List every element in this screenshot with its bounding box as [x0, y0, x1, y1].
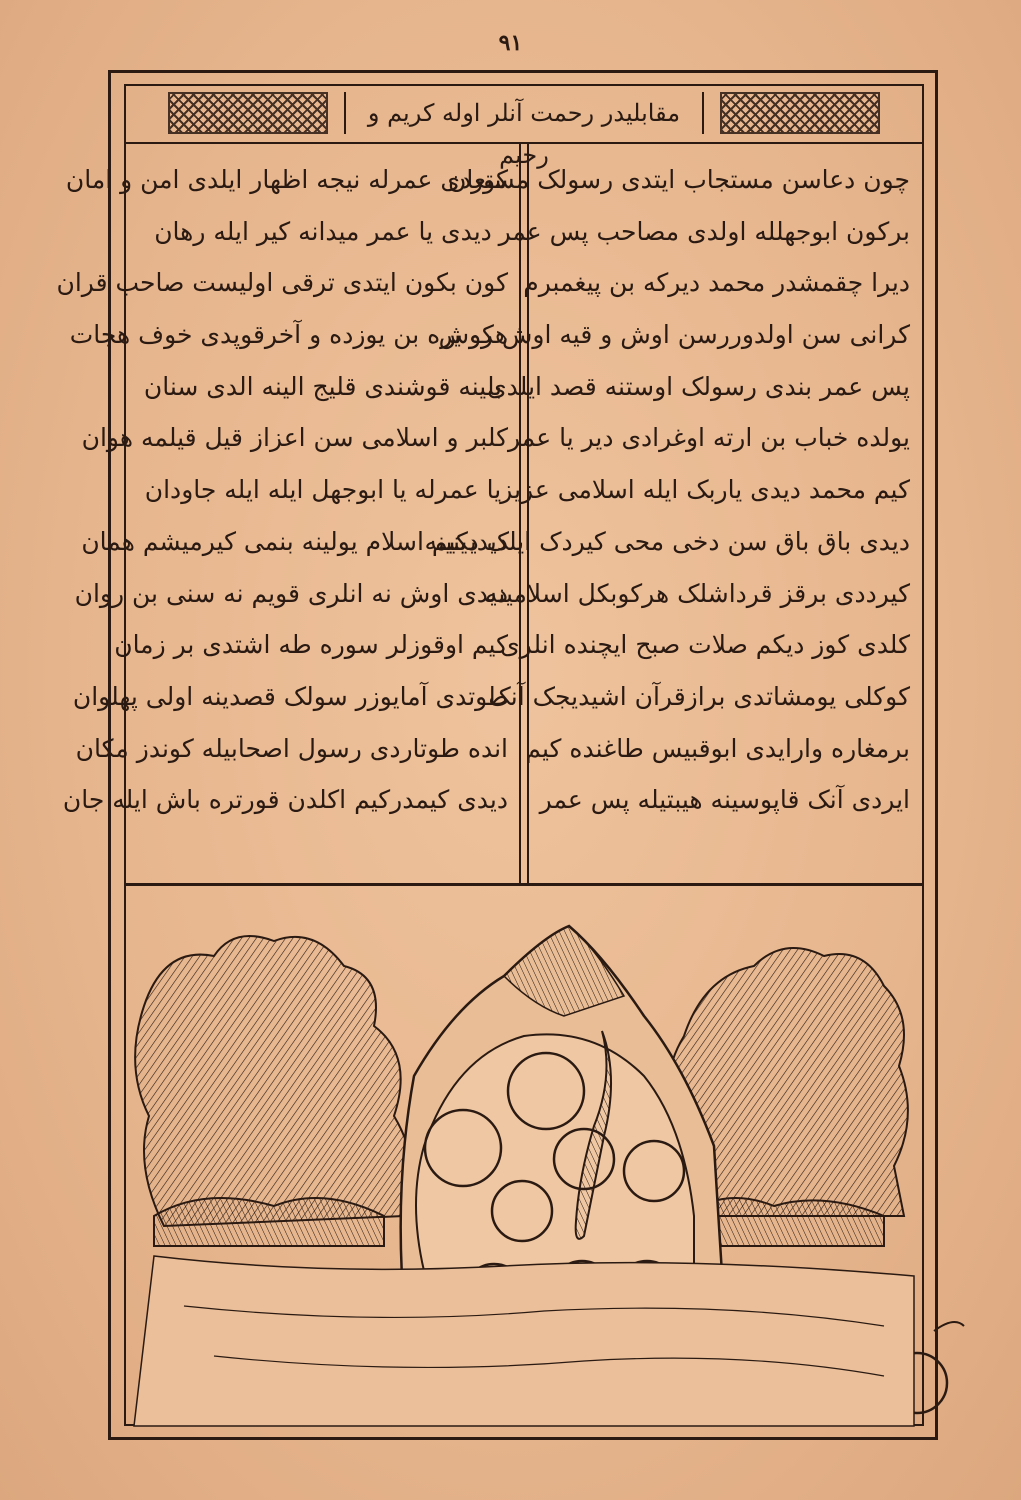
column-divider — [519, 144, 529, 884]
verse-line: چون دعاسن مستجاب ایتدی رسولک مستعان — [448, 165, 910, 194]
verse-line: دیدی یا عمر میدانه کیر ایله رهان — [154, 216, 492, 246]
right-ornament-icon — [720, 92, 880, 134]
verse-line: طوتدی آمایوزر سولک قصدینه اولی پهلوان — [72, 681, 508, 711]
verse-line: کوردی عمرله نیجه اظهار ایلدی امن و امان — [65, 165, 508, 194]
left-ornament-icon — [168, 92, 328, 134]
left-rocks — [154, 1198, 384, 1246]
header-title: مقابلیدر رحمت آنلر اوله کریم و رحیم — [344, 92, 704, 134]
verse-line: برکون ابوجهلله اولدی مصاحب پس عمر — [498, 216, 910, 246]
page-number: ٩١ — [498, 30, 523, 56]
verse-line: هرو یره بن یوزده و آخرقوپدی خوف هجات — [69, 320, 508, 350]
verse-line: پس عمر بندی رسولک اوستنه قصد ایلدی — [487, 371, 910, 401]
cave-illustration — [124, 886, 924, 1426]
verse-line: کیرددی برقز قرداشلک هرکوبکل اسلامینه — [485, 578, 910, 608]
verse-line: کوکلی یومشاتدی برازقرآن اشیدیجک آنک — [488, 681, 910, 711]
river — [134, 1256, 914, 1426]
verse-line: کلدی کوز دیکم صلات صبح ایچنده انلری — [500, 630, 910, 660]
right-column — [424, 154, 910, 826]
left-column — [56, 154, 508, 826]
left-trees — [135, 936, 412, 1226]
verse-line: کیم اوقوزلر سوره طه اشتدی بر زمان — [114, 630, 508, 660]
text-columns — [56, 144, 924, 886]
verse-line: ایردی آنک قاپوسینه هیبتیله پس عمر — [539, 785, 910, 815]
verse-line: کلبر و اسلامی سن اعزاز قیل قیلمه هوان — [81, 423, 508, 453]
verse-line: برمغاره وارایدی ابوقبیس طاغنده کیم — [525, 733, 910, 763]
verse-line: دیدی باق باق سن دخی محی کیردک ایلک دینینه — [424, 526, 910, 556]
verse-line: یا عمرله یا ابوجهل ایله ایله جاودان — [144, 475, 502, 505]
verse-line: دیدیکیم اسلام یولینه بنمی کیرمیشم همان — [81, 526, 508, 556]
verse-line: انده طوتاردی رسول اصحابیله کوندز مکان — [75, 733, 508, 763]
verse-line: دیرا چقمشدر محمد دیرکه بن پیغمبرم — [523, 268, 910, 298]
header-band — [124, 84, 924, 169]
cave-engraving — [124, 886, 924, 1426]
verse-line: دیدی کیمدرکیم اکلدن قورتره باش ایله جان — [62, 785, 508, 815]
verse-line: کون بکون ایتدی ترقی اولیست صاحب قران — [56, 268, 508, 298]
verse-line: کیم محمد دیدی یاربک ایله اسلامی عزیز — [500, 475, 910, 505]
verse-line: یولده خباب بن ارته اوغرادی دیر یا عمر — [507, 423, 910, 453]
verse-line: دیدی اوش نه انلری قویم نه سنی بن روان — [74, 578, 508, 608]
verse-line: کرانی سن اولدوررسن اوش و قیه اوش کوش — [438, 320, 910, 350]
verse-line: بلینه قوشندی قلیج الینه الدی سنان — [143, 371, 503, 401]
